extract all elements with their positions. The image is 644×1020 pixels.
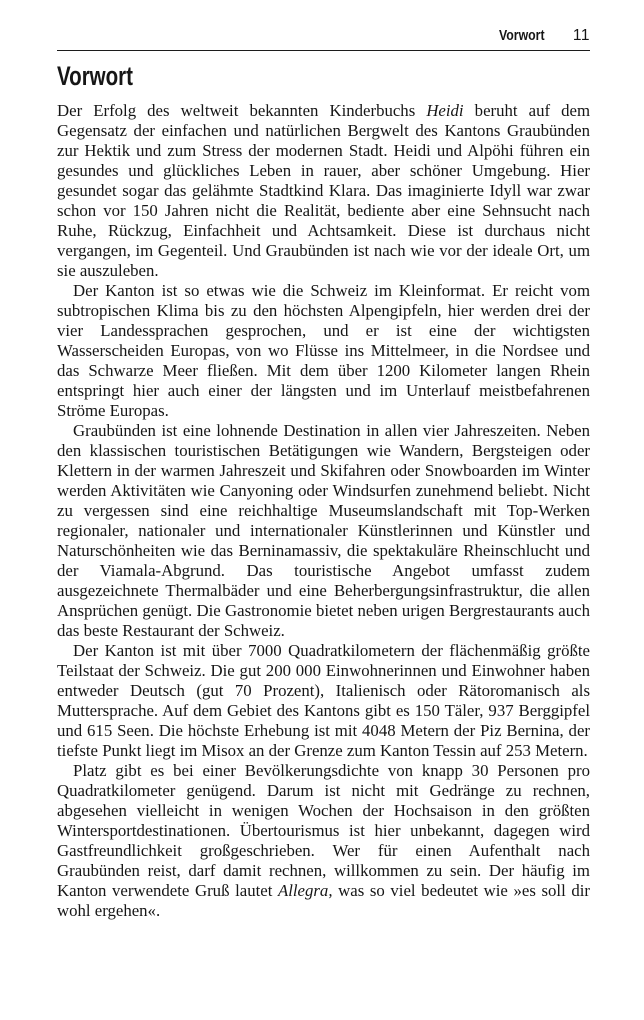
text-segment: was so viel bedeutet wie »es soll dir wohl ergehen«. (57, 881, 590, 920)
text-segment: Der Erfolg des weltweit bekannten Kinderbuchs (57, 101, 427, 120)
text-segment: beruht auf dem Gegensatz der einfachen und natürlichen Bergwelt des Kantons Graubünden zur Hektik und zum Stress der modernen Stadt. Heidi und Alpöhi führen ein gesundes und glückliches Leben in rauer, aber schöner Umgebung. Hier gesundet sogar das gelähmte Stadtkind Klara. Das imaginierte Idyll war zwar schon vor 150 Jahren nicht die Realität, bediente aber eine Sehnsucht nach Ruhe, Rückzug, Einfachheit und Achtsamkeit. Diese ist durchaus nicht vergangen, im Gegenteil. Und Graubünden ist nach wie vor der ideale Ort, um sie auszuleben. (57, 101, 591, 280)
paragraph (57, 421, 590, 641)
paragraph (57, 641, 590, 761)
text-segment: Platz gibt es bei einer Bevölkerungsdichte von knapp 30 Personen pro Quadratkilometer genügend. Darum ist nicht mit Gedränge zu rechnen, abgesehen vielleicht in wenigen Wochen der Hochsaison in den größten Wintersportdestinationen. Übertourismus ist hier unbekannt, dagegen wird Gastfreundlichkeit großgeschrieben. Wer für einen Aufenthalt nach Graubünden reist, darf damit rechnen, willkommen zu sein. Der häufig im Kanton verwendete Gruß lautet (57, 761, 590, 900)
running-header-section-label: Vorwort (499, 27, 545, 44)
chapter-title-text: Vorwort (57, 61, 133, 91)
body-text (57, 101, 590, 921)
paragraph (57, 281, 590, 421)
text-segment: Der Kanton ist mit über 7000 Quadratkilometern der flächenmäßig größte Teilstaat der Schweiz. Die gut 200 000 Einwohnerinnen und Einwohner haben entweder Deutsch (gut 70 Prozent), Italienisch oder Rätoromanisch als Muttersprache. Auf dem Gebiet des Kantons gibt es 150 Täler, 937 Berggipfel und 615 Seen. Die höchste Erhebung ist mit 4048 Metern der Piz Bernina, der tiefste Punkt liegt im Misox an der Grenze zum Kanton Tessin auf 253 Metern. (57, 641, 590, 760)
text-segment: Der Kanton ist so etwas wie die Schweiz im Kleinformat. Er reicht vom subtropischen Klima bis zu den höchsten Alpengipfeln, hier werden drei der vier Landessprachen gesprochen, und er ist eine der wichtigsten Wasserscheiden Europas, von wo Flüsse ins Mittelmeer, in die Nordsee und das Schwarze Meer fließen. Mit dem über 1200 Kilometer langen Rhein entspringt hier auch einer der längsten und im Unterlauf meistbefahrenen Ströme Europas. (57, 281, 590, 420)
italic-text: Allegra, (277, 881, 333, 900)
page-number: 11 (572, 27, 590, 44)
running-header (57, 27, 590, 51)
paragraph (57, 761, 590, 921)
text-segment: Graubünden ist eine lohnende Destination in allen vier Jahreszeiten. Neben den klassischen touristischen Betätigungen wie Wandern, Bergsteigen oder Klettern in der warmen Jahreszeit und Skifahren oder Snowboarden im Winter werden Aktivitäten wie Canyoning oder Windsurfen zunehmend beliebt. Nicht zu vergessen sind eine reichhaltige Museumslandschaft mit Top-Werken regionaler, nationaler und internationaler Künstlerinnen und Künstler und Naturschönheiten wie das Berninamassiv, die spektakuläre Rheinschlucht und der Viamala-Abgrund. Das touristische Angebot umfasst zudem ausgezeichnete Thermalbäder und eine Beherbergungsinfrastruktur, die allen Ansprüchen genügt. Die Gastronomie bietet neben urigen Bergrestaurants auch das beste Restaurant der Schweiz. (57, 421, 590, 640)
italic-text: Heidi (426, 101, 464, 120)
paragraph (57, 101, 590, 281)
chapter-title (57, 60, 590, 92)
